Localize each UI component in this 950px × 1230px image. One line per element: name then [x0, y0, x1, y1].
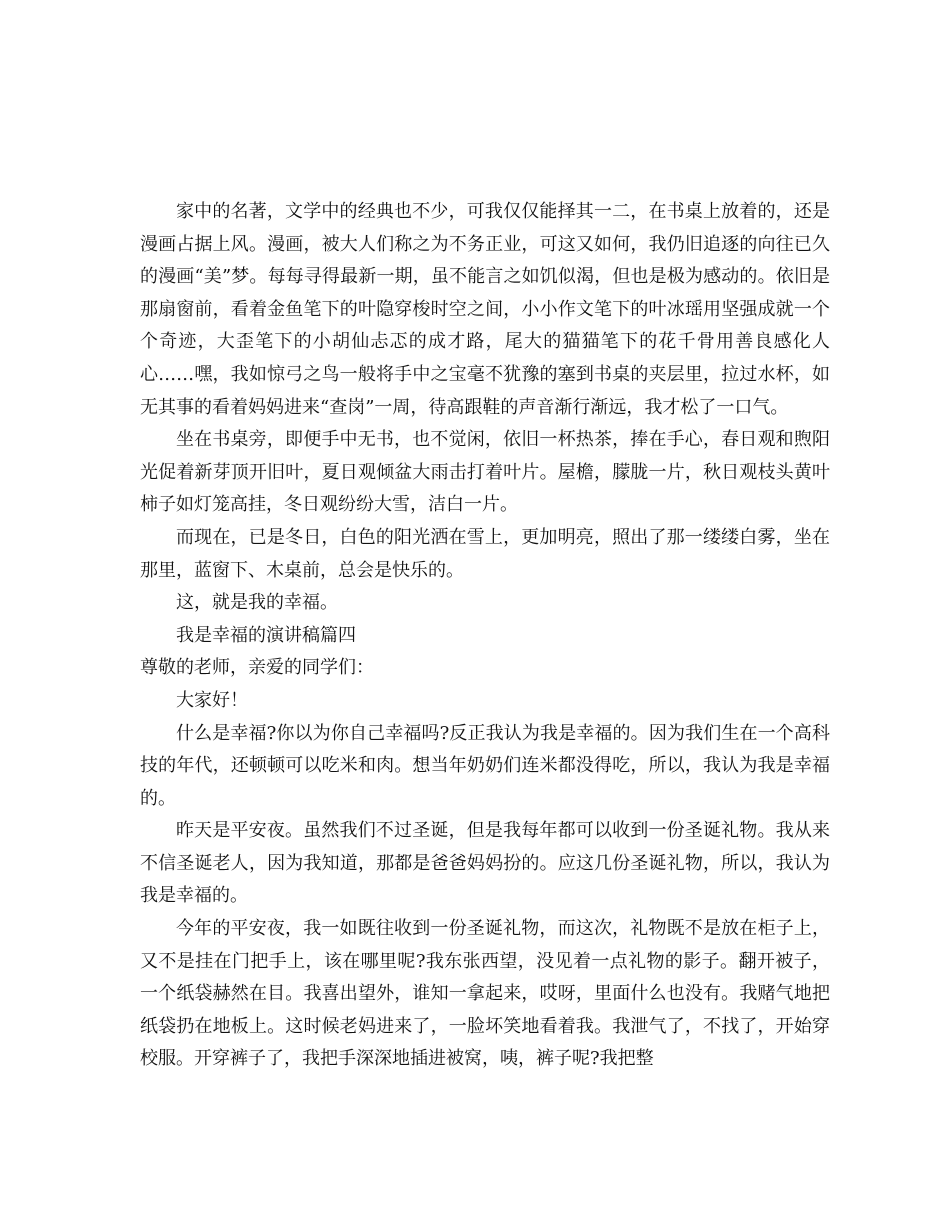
paragraph — [140, 718, 830, 816]
text-line: 尊敬的老师，亲爱的同学们： — [140, 657, 374, 679]
text-line: 坐在那里，蓝窗下、木桌前，总会是快乐的。 — [140, 526, 830, 581]
text-line: 什么是幸福?你以为你自己幸福吗?反正我认为我是幸福的。因为我们生在一个 — [176, 722, 794, 744]
text-line: 开被子，一个纸袋赫然在目。我喜出望外，谁知一拿起来，哎呀，里面什么也没有。 — [140, 950, 830, 1005]
paragraph — [140, 424, 830, 522]
text-line: 今年的平安夜，我一如既往收到一份圣诞礼物，而这次，礼物既不是放在柜子 — [176, 918, 794, 940]
paragraph — [140, 196, 830, 424]
text-line: 这，就是我的幸福。 — [176, 592, 338, 614]
text-line: 大家好！ — [176, 689, 248, 711]
text-line: 家中的名著，文学中的经典也不少，可我仅仅能择其一二，在书桌上放着的， — [176, 201, 794, 222]
paragraph — [140, 652, 830, 685]
text-line: 行渐远，我才松了一口气。 — [572, 396, 789, 418]
text-line: 昨天是平安夜。虽然我们不过圣诞，但是我每年都可以收到一份圣诞礼物。我 — [176, 820, 794, 842]
text-line: 煦阳光促着新芽顶开旧叶，夏日观倾盆大雨击打着叶片。屋檐，朦胧一片，秋日观 — [140, 429, 830, 483]
paragraph — [140, 815, 830, 913]
text-line: 我认为我是幸福的。 — [140, 852, 830, 907]
text-line: 高科技的年代，还顿顿可以吃米和肉。想当年奶奶们连米都没得吃，所以，我认为 — [140, 722, 830, 777]
text-line: 坐在书桌旁，即便手中无书，也不觉闲，依旧一杯热茶，捧在手心，春日观和 — [176, 429, 794, 451]
text-line: 而现在，已是冬日，白色的阳光洒在雪上，更加明亮，照出了那一缕缕白雾， — [176, 526, 794, 548]
text-line: 感动的。依旧是那扇窗前，看着金鱼笔下的叶隐穿梭时空之间，小小作文笔下的叶 — [140, 266, 831, 320]
text-line: 不找了，开始穿校服。开穿裤子了，我把手深深地插进被窝，咦，裤子呢?我把整 — [140, 1015, 831, 1070]
text-line: 我是幸福的演讲稿篇四 — [176, 624, 356, 646]
paragraph — [140, 587, 830, 620]
paragraph — [140, 620, 830, 653]
paragraph — [140, 522, 830, 587]
text-line: 从来不信圣诞老人，因为我知道，那都是爸爸妈妈扮的。应这几份圣诞礼物，所以， — [140, 820, 830, 874]
text-line: 还是漫画占据上风。漫画，被大人们称之为不务正业，可这又如何，我仍旧追逐的 — [140, 201, 830, 255]
paragraph — [140, 913, 830, 1076]
paragraph — [140, 685, 830, 718]
text-line: 我赌气地把纸袋扔在地板上。这时候老妈进来了，一脸坏笑地看着我。我泄气了， — [140, 983, 831, 1037]
document-body — [140, 196, 830, 1076]
text-line: 上，又不是挂在门把手上，该在哪里呢?我东张西望，没见着一点礼物的影子。翻 — [140, 918, 830, 972]
text-line: 我是幸福的。 — [140, 755, 831, 809]
text-line: 的夹层里，拉过水杯，如无其事的看着妈妈进来“查岗”一周，待高跟鞋的声音渐 — [140, 363, 831, 418]
text-line: 向往已久的漫画“美”梦。每每寻得最新一期，虽不能言之如饥似渴，但也是极为 — [140, 233, 831, 288]
text-line: 花千骨用善良感化人心……嘿，我如惊弓之鸟一般将手中之宝毫不犹豫的塞到书桌 — [140, 331, 831, 385]
text-line: 冰瑶用坚强成就一个个奇迹，大歪笔下的小胡仙忐忑的成才路，尾大的猫猫笔下的 — [140, 298, 830, 353]
text-line: 枝头黄叶柿子如灯笼高挂，冬日观纷纷大雪，洁白一片。 — [140, 461, 831, 516]
